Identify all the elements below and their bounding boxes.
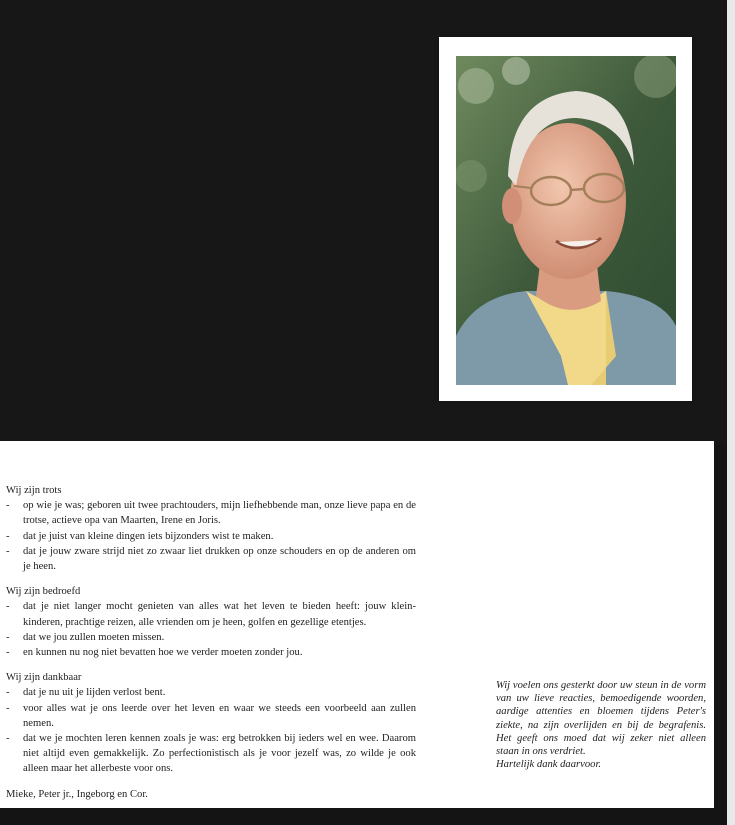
page-edge	[727, 0, 735, 825]
list-item: - dat we jou zullen moeten missen.	[6, 631, 165, 643]
list-item: - en kunnen nu nog niet bevatten hoe we verder moeten zonder jou.	[6, 647, 303, 659]
portrait-photo	[456, 56, 676, 385]
portrait-frame	[439, 37, 692, 401]
text-column	[6, 483, 416, 812]
thanks-text	[496, 679, 706, 771]
list-item: - dat je nu uit je lijden verlost bent.	[6, 687, 166, 699]
section-title: Wij zijn dankbaar	[6, 672, 82, 684]
list-item: - op wie je was; geboren uit twee prachtouders, mijn liefhebbende man, onze lieve papa en de trotse, actieve opa van Maarten, Irene en Joris.	[6, 500, 416, 527]
list-item: - dat je jouw zware strijd niet zo zwaar liet drukken op onze schouders en op de anderen om je heen.	[6, 545, 416, 573]
list-item: - voor alles wat je ons leerde over het leven en waar we steeds een voorbeeld aan zullen nemen.	[6, 702, 416, 729]
list-item: - dat je niet langer mocht genieten van alles wat het leven te bieden heeft: jouw klein-kinderen, prachtige reizen, alle vrienden om je heen, golfen en gezellige etentjes.	[6, 601, 416, 628]
thanks-paragraph: Wij voelen ons gesterkt door uw steun in de vorm van uw lieve reacties, bemoedigende woorden, aardige attenties en bloemen tijdens Peter's ziekte, na zijn overlijden en bij de begrafenis. Het geeft ons moed dat wij zeker niet alleen staan in ons verdriet.	[496, 680, 706, 758]
section-title: Wij zijn trots	[6, 485, 62, 496]
list-item: - dat we je mochten leren kennen zoals je was: erg betrokken bij ieders wel en wee. Daarom niet altijd even gemakkelijk. Zo perfectionistisch als je voor jezelf was, zo wilde je ook alleen maar het allerbeste voor ons.	[6, 733, 416, 775]
signers: Mieke, Peter jr., Ingeborg en Cor.	[6, 788, 148, 800]
section-trots	[6, 483, 416, 574]
section-title: Wij zijn bedroefd	[6, 586, 81, 598]
section-bedroefd	[6, 584, 416, 660]
section-dankbaar	[6, 670, 416, 776]
condolence-card	[0, 441, 714, 808]
list-item: - dat je juist van kleine dingen iets bijzonders wist te maken.	[6, 530, 274, 542]
thanks-closing: Hartelijk dank daarvoor.	[496, 759, 602, 771]
